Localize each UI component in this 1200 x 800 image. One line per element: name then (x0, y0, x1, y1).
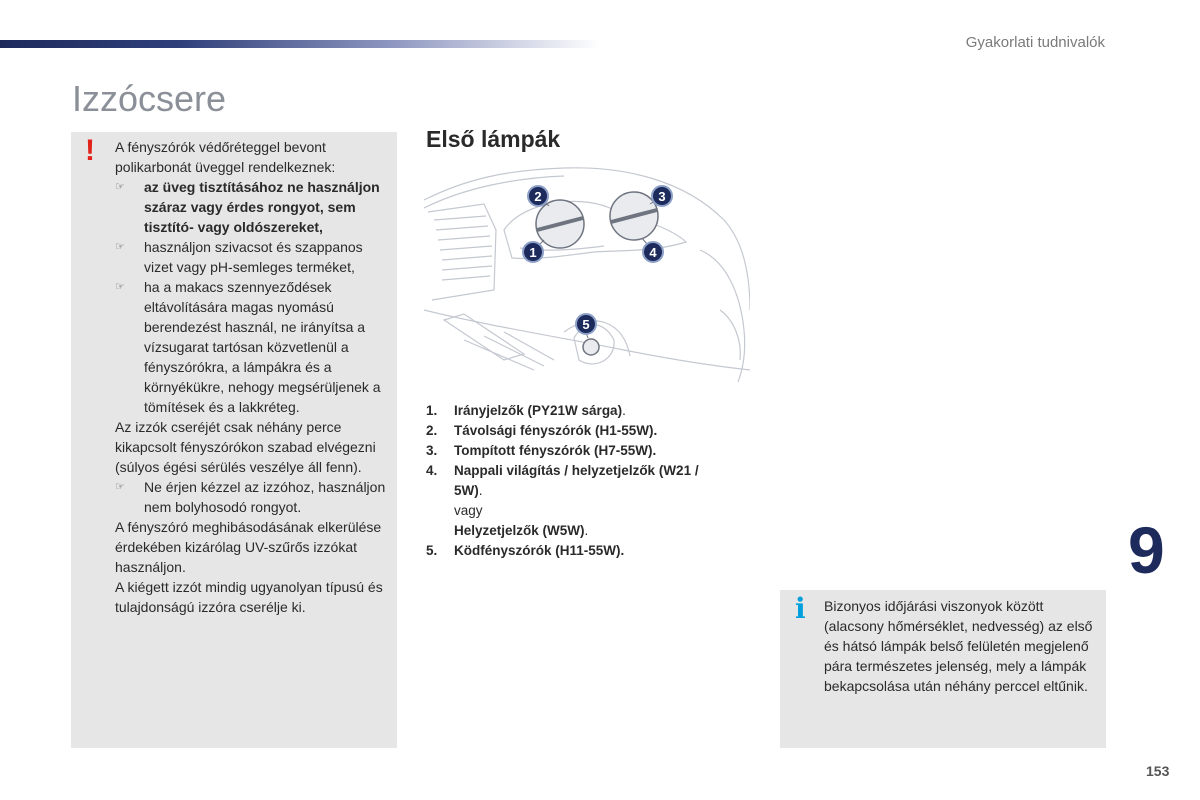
warning-paragraph: A kiégett izzót mindig ugyanolyan típusú és tulajdonságú izzóra cserélje ki. (115, 579, 383, 615)
warning-box (71, 132, 397, 748)
lamp-item-text: Nappali világítás / helyzetjelzők (W21 / 5W) (454, 463, 699, 498)
warning-paragraph: A fényszóró meghibásodásának elkerülése érdekében kizárólag UV-szűrős izzókat használjon. (115, 519, 382, 575)
pointing-hand-icon: ☞ (115, 281, 125, 293)
lamp-item-text: Ködfényszórók (H11-55W). (454, 543, 625, 558)
lamp-list (426, 401, 726, 561)
list-item (115, 277, 391, 417)
diagram-badge-label: 2 (534, 189, 542, 204)
info-icon: i (795, 592, 806, 625)
warning-paragraph: Az izzók cseréjét csak néhány perce kikapcsolt fényszórókon szabad elvégezni (súlyos égési sérülés veszélye áll fenn). (115, 419, 376, 475)
chapter-number: 9 (1128, 513, 1165, 587)
page-title: Izzócsere (72, 78, 227, 119)
warning-content (115, 137, 391, 617)
diagram-badge-3 (652, 186, 672, 206)
diagram-badge-label: 1 (529, 245, 537, 260)
lamp-item-text: Tompított fényszórók (H7-55W). (454, 443, 657, 458)
section-title: Gyakorlati tudnivalók (965, 34, 1105, 51)
list-item (426, 541, 726, 561)
page-number: 153 (1146, 763, 1170, 779)
diagram-badge-5 (576, 314, 596, 334)
warning-bullet-text: használjon szivacsot és szappanos vizet vagy pH-semleges terméket, (144, 239, 363, 275)
front-lamps-diagram (424, 160, 750, 382)
info-box (780, 590, 1106, 748)
list-item (115, 177, 391, 237)
warning-bullet-text: ha a makacs szennyeződések eltávolítására magas nyomású berendezést használ, ne irányítsa a vízsugarat tartósan közvetlenül a fényszórókra, a lámpákra és a környékükre, nehogy megsérüljenek a tömítések és a lakkréteg. (144, 279, 381, 415)
list-number: 5. (426, 543, 438, 558)
diagram-badge-1 (523, 242, 543, 262)
warning-intro: A fényszórók védőréteggel bevont polikarbonát üveggel rendelkeznek: (115, 139, 336, 175)
pointing-hand-icon: ☞ (115, 241, 125, 253)
lamp-item-suffix: . (478, 483, 483, 498)
lamp-item-alt-text: Helyzetjelzők (W5W) (454, 523, 585, 538)
pointing-hand-icon: ☞ (115, 181, 125, 193)
list-item (426, 461, 726, 541)
diagram-badge-label: 4 (649, 245, 657, 260)
list-item (426, 421, 726, 441)
diagram-badge-2 (528, 186, 548, 206)
list-number: 2. (426, 423, 438, 438)
list-item (426, 441, 726, 461)
lamp-item-text: Irányjelzők (PY21W sárga) (454, 403, 623, 418)
lamp-item-suffix: . (622, 403, 626, 418)
list-item (115, 237, 391, 277)
header-accent-bar (0, 40, 600, 48)
list-number: 1. (426, 403, 438, 418)
list-item (115, 477, 391, 517)
diagram-badge-4 (643, 242, 663, 262)
pointing-hand-icon: ☞ (115, 481, 125, 493)
info-text: Bizonyos időjárási viszonyok között (alacsony hőmérséklet, nedvesség) az első és hátsó lámpák belső felületén megjelenő pára természetes jelenség, mely a lámpák bekapcsolása után néhány perccel eltűnik. (824, 598, 1093, 694)
lamp-item-or: vagy (454, 503, 483, 518)
warning-icon: ! (85, 134, 95, 167)
list-number: 4. (426, 463, 438, 478)
front-lamps-heading: Első lámpák (426, 126, 561, 152)
lamp-item-text: Távolsági fényszórók (H1-55W). (454, 423, 658, 438)
lamp-item-suffix: . (584, 523, 589, 538)
list-item (426, 401, 726, 421)
warning-bullet-list (115, 477, 391, 517)
warning-bullet-text: az üveg tisztításához ne használjon száraz vagy érdes rongyot, sem tisztító- vagy oldószereket, (144, 179, 380, 235)
list-number: 3. (426, 443, 438, 458)
warning-bullet-list (115, 177, 391, 417)
warning-bullet-text: Ne érjen kézzel az izzóhoz, használjon nem bolyhosodó rongyot. (144, 479, 386, 515)
diagram-badge-label: 3 (658, 189, 666, 204)
diagram-badge-label: 5 (582, 317, 590, 332)
